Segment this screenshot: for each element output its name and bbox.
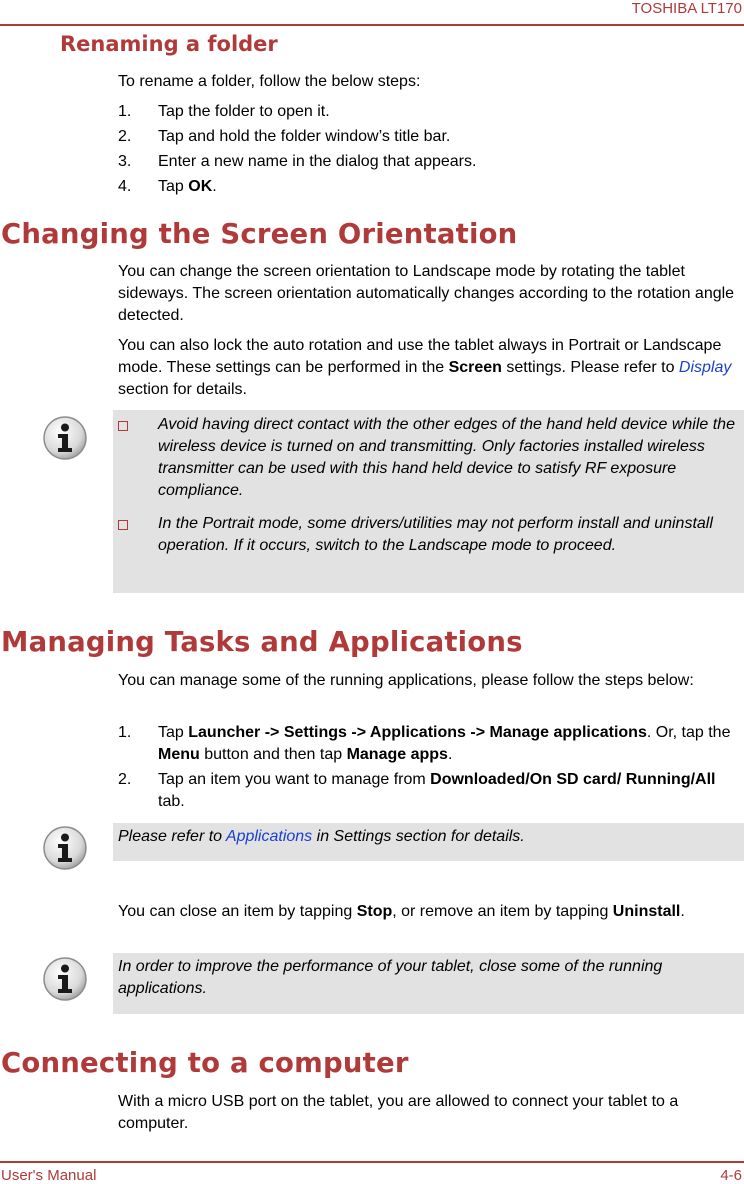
text-segment: You can also lock the auto rotation and use the tablet always in Portrait or Landscape mode. These settings can be performed in the [118, 337, 722, 376]
text-segment: settings. Please refer to [501, 359, 679, 376]
note-item: Avoid having direct contact with the other edges of the hand held device while the wireless device is turned on and transmitting. Only factories installed wireless transmitter can be used with this hand held device to satisfy RF exposure compliance. [158, 416, 735, 499]
bullet-square [118, 421, 128, 431]
running-header: TOSHIBA LT170 [631, 0, 742, 17]
note-item [118, 826, 738, 848]
display-link[interactable]: Display [678, 359, 732, 376]
orientation-para1: You can change the screen orientation to Landscape mode by rotating the tablet sideways. The screen orientation automatically changes according to the rotation angle detected. [118, 263, 735, 324]
text-segment: button and then tap [199, 746, 347, 763]
text-segment: in Settings section for details. [312, 828, 525, 845]
tasks-step [118, 722, 744, 766]
text-segment: , or remove an item by tapping [392, 903, 613, 920]
step-text [158, 176, 744, 198]
text-segment: section for details. [118, 381, 247, 398]
step-number: 2. [118, 771, 132, 788]
text-segment: . [680, 903, 685, 920]
text-segment: tab. [158, 793, 185, 810]
heading-screen-orientation: Changing the Screen Orientation [1, 218, 518, 250]
tasks-intro: You can manage some of the running applications, please follow the steps below: [118, 672, 694, 689]
note-box [113, 823, 744, 861]
footer-manual-title: User's Manual [1, 1167, 97, 1184]
applications-link[interactable]: Applications [225, 828, 313, 845]
note-item: In order to improve the performance of your tablet, close some of the running applications. [118, 958, 663, 997]
step-text-bold: OK [188, 178, 213, 195]
text-bold: Downloaded/On SD card/ Running/All [430, 771, 716, 788]
footer-rule [0, 1161, 744, 1163]
close-item-para [118, 901, 744, 923]
step-text [158, 769, 718, 813]
step-text: Tap the folder to open it. [158, 103, 330, 120]
text-segment: Please refer to [118, 828, 226, 845]
info-icon [42, 415, 88, 461]
text-segment: . Or, tap the [646, 724, 731, 741]
step-number: 1. [118, 724, 132, 741]
step-number: 3. [118, 153, 132, 170]
text-segment: . [447, 746, 453, 763]
text-segment: Tap an item you want to manage from [158, 771, 431, 788]
footer-page-number: 4-6 [720, 1167, 742, 1184]
step-number: 4. [118, 178, 132, 195]
tasks-step [118, 769, 744, 813]
step-text: Tap and hold the folder window’s title bar. [158, 128, 451, 145]
step-text-post: . [212, 178, 217, 195]
text-segment: Tap [158, 724, 189, 741]
text-bold: Stop [356, 903, 393, 920]
note-box [113, 410, 744, 593]
text-segment: You can close an item by tapping [118, 903, 357, 920]
text-bold: Launcher -> Settings -> Applications -> Manage applications [188, 724, 647, 741]
bullet-square [118, 520, 128, 530]
info-icon [42, 825, 88, 871]
renaming-intro: To rename a folder, follow the below steps: [118, 73, 421, 90]
connecting-para: With a micro USB port on the tablet, you are allowed to connect your tablet to a computer. [118, 1093, 679, 1132]
heading-managing-tasks: Managing Tasks and Applications [1, 626, 523, 658]
text-bold: Menu [158, 746, 200, 763]
header-rule [0, 24, 744, 26]
text-bold: Screen [448, 359, 502, 376]
note-item: In the Portrait mode, some drivers/utilities may not perform install and uninstall operation. If it occurs, switch to the Landscape mode to proceed. [158, 515, 713, 554]
step-text: Enter a new name in the dialog that appears. [158, 153, 477, 170]
note-box [113, 953, 744, 1014]
step-number: 1. [118, 103, 132, 120]
heading-renaming-folder: Renaming a folder [60, 32, 278, 56]
step-text-pre: Tap [158, 178, 189, 195]
text-bold: Uninstall [612, 903, 681, 920]
step-number: 2. [118, 128, 132, 145]
step-text [158, 722, 744, 766]
text-bold: Manage apps [346, 746, 448, 763]
heading-connecting-computer: Connecting to a computer [1, 1047, 409, 1079]
info-icon [42, 956, 88, 1002]
orientation-para2 [118, 335, 744, 401]
